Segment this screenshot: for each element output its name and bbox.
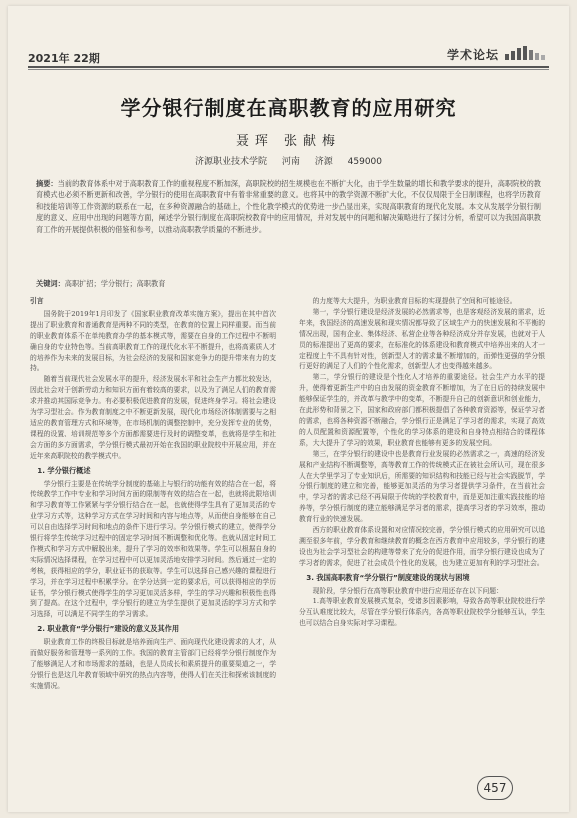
body-paragraph: 现阶段，学分银行在高等职业教育中进行应用还存在以下问题：	[312, 586, 503, 595]
intro-heading: 引言	[30, 297, 44, 305]
body-paragraph: 第三，在学分银行的建设中也是教育行业发展的必然需求之一，高速的经济发展和产业结构不断调整等，高等教育工作的传统模式正在被社会所认可，现在很多人在大学里学习了专业知识后，所需要的知识结构和技能已经与社会实践脱节，学分银行制度的建立和完善，能够更加灵活的为学习者提供学习条件，在当前社会中，学习者的需求已经不再局限于传统的学校教育中，而是更加注重实践技能的培养等，学分银行制度的建立能够满足学习者的需求，提高学习者的学习效率，推动教育行业的快速发展。	[299, 449, 545, 524]
header-decoration-icon	[503, 44, 549, 62]
page-number: 457	[477, 776, 513, 800]
keywords-text: 高职扩招；学分银行；高职教育	[64, 279, 166, 288]
issue-label: 2021年 22期	[28, 52, 100, 65]
author-affiliation	[8, 154, 569, 167]
abstract-label: 摘要：	[36, 179, 58, 188]
abstract-text: 当前的教育体系中对于高职教育工作的重视程度不断加深，高职院校的招生规模也在不断扩大化，由于学生数量的增长和教学要求的提升，高职院校的教育模式也必须不断更新和改善，学分银行的使用在高职教育中有着非常重要的意义。也将其中的教学资源不断扩大化，不仅仅局限于全日制课程，也将学历教育和技能培训等工作资源的联系在一起，在多种资源融合的基础上，个性化教学模式的优势进一步凸显出来，实现高职教育的现代化发展。本文从发展学分银行制度的意义、应用中出现的问题等方面，阐述学分银行制度在高职院校教育中的应用情况，并对发展中的问题和解决策略进行了探讨分析，希望可以为我国高职教育工作的开展提供积极的借鉴和参考，以推动高职教学质量的不断进步。	[36, 179, 541, 234]
abstract	[36, 178, 541, 235]
journal-page	[8, 6, 569, 812]
body-column-left	[30, 296, 276, 692]
affiliation-province: 河南	[281, 157, 300, 167]
body-paragraph: 学分银行主要是在传统学分制度的基础上与银行的功能有效的结合在一起，将传统教学工作中专业和学习时间方面的限制等有效的结合在一起，也就将此限培训和学习教育等工作紧紧与学分银行结合在一起，也就使得学生具有了更加灵活的专业学习方式等，这种学习方式在学习时间和内容与地点等，从而使自身能够在自己可以自由选择学习时间和地点的条件下进行学习。学分银行模式的建立，使得学分银行将学生传统学习过程中的固定学习时间不断调整和优化等。也就从固定时间工作模式和学习方式中解脱出来，提升了学习的效率和效果等。学生可以根据自身的实际情况选择课程，在学习过程中可以更加灵活地安排学习时间。然后通过一定的考核，获得相应的学分，职业证书的获取等。学生可以选择自己感兴趣的课程进行学习，并在学习过程中积累学分。在学分达到一定的要求后，可以获得相应的学历证书，学分银行模式使得学生的学习更加灵活多样，学生的学习兴趣和积极性也得到了提高。在这个过程中，学分银行的建立为学生提供了更加灵活的学习方式和学习选择，可以满足不同学生的学习需求。	[30, 479, 276, 619]
keywords-label: 关键词：	[36, 279, 65, 288]
body-paragraph: 国务院于2019年1月印发了《国家职业教育改革实施方案》，提出在其中首次提出了职业教育和普通教育是两种不同的类型，在教育的位置上同样重要。而当前的职业教育体系不在单纯教育办学的基本模式等，需要在自身的工作过程中不断明确自身的专业特色等。当前高职教育工作的现代化水平不断提升，也将高素质人才的培养作为未来的发展目标，为社会经济的发展和国家竞争力的提升带来有力的支持。	[30, 309, 276, 373]
affiliation-institution: 济源职业技术学院	[194, 157, 267, 167]
body-paragraph: 第二，学分银行的建设是个性化人才培养的重要途径。社会生产力水平的提升，使得着更新生产中的自由发展的资金教育不断增加，为了在日后的持续发展中能够保证学生的，并改革与教学中的变革，不断提升自己的创新意识和创业能力，在此形势和背景之下，国家和政府部门都积极提倡了各种教育资源等，保证学习者的需求，也将各种资源不断融合，学分银行正是满足了学习者的需求，实现了高效的人员配置和资源配置等，个性化的学习体系的建设和自身特点相结合的课程体系，大大提升了学习的效果，职业教育也能够有更多的发展空间。	[299, 373, 545, 447]
affiliation-city: 济源	[314, 157, 333, 167]
header-rule	[28, 66, 549, 68]
section-tag: 学术论坛	[446, 48, 499, 62]
article-title: 学分银行制度在高职教育的应用研究	[120, 96, 457, 120]
section-heading: 1. 学分银行概述	[37, 465, 91, 475]
body-column-right	[299, 296, 545, 629]
section-heading: 3. 我国高职教育“学分银行”制度建设的现状与困境	[306, 572, 470, 582]
body-paragraph: 西方的职业教育体系设置和对应情况较完善，学分银行模式的应用研究可以追溯至很多年前，学分教育和继续教育的概念在西方教育中应用较多，学分银行的建设也为社会学习型社会的构建等带来了充分的促进作用，而学分银行建设也成为了学习者的需求，促进了社会成员个性化的发展，也为建立更加有利的学习型社会。	[299, 526, 545, 567]
keywords	[36, 278, 541, 289]
header-rule-thin	[28, 69, 549, 70]
section-heading: 2. 职业教育“学分银行”建设的意义及其作用	[37, 624, 180, 634]
body-paragraph: 随着当前现代社会发展水平的提升，经济发展水平和社会生产力都比较发达，因此社会对于创新劳动力和知识方面有着较高的要求，以及为了满足人们的教育需求并推动其国际竞争力。有必要积极促进教育的发展，促进终身学习。将社会建设为学习型社会。作为教育制度之中不断更新发展，现代化市场经济体制需要与之相适应的教育管理方式和环境等，在市场机制的调整控制中，充分发挥专业的优势，课程的设置、培训规范等多个方面都需要进行及时的调整变革，也就将是学生和社会方面的多方面需求，学分银行模式最初开始在我国的职业院校中开展应用，并在近年来高职院校的教学模式中。	[30, 375, 276, 460]
article-authors: 聂珲 张献梅	[235, 134, 342, 149]
body-paragraph: 1.高等职业教育发展模式复杂，受诸多因素影响，导致各高等职业院校进行学分互认难度比较大，尽管在学分银行体系内，各高等职业院校学分能够互认，学生也可以结合自身实际对学习课程。	[299, 597, 545, 628]
body-paragraph: 第一，学分银行建设是经济发展的必然需求等，也是客观经济发展的需求，近年来，我国经济的高速发展和现实情况都导致了区域生产力的快速发展和不平衡的情况出现，国有企业、集体经济、私营企业等各种经济成分并存发展，也就对于人员的标准提出了更高的要求，在标准化的体系建设和教育模式中培养出来的人才一定程度上牛不具有针对性，创新型人才的需求量不断增加的，而弹性更强的学分银行更好的满足了人们的个性化需求，创新型人才也变得越来越多。	[299, 307, 545, 371]
body-paragraph: 职业教育工作的终极目标就是培养面向生产、面向现代化建设需求的人才，从而做好服务和管理等一系列的工作。我国的教育主管部门已经将学分银行制度作为了能够满足人才和市场需求的基础，也是人员成长和素质提升的重要渠道之一，学分银行也是这几年教育领域中研究的热点内容等，使得人们在关注和探索该制度的实施情况。	[30, 638, 276, 690]
affiliation-postcode: 459000	[347, 157, 383, 167]
body-paragraph: 的力度等大大提升，为职业教育目标的实现提供了空间和可能途径。	[312, 297, 517, 305]
